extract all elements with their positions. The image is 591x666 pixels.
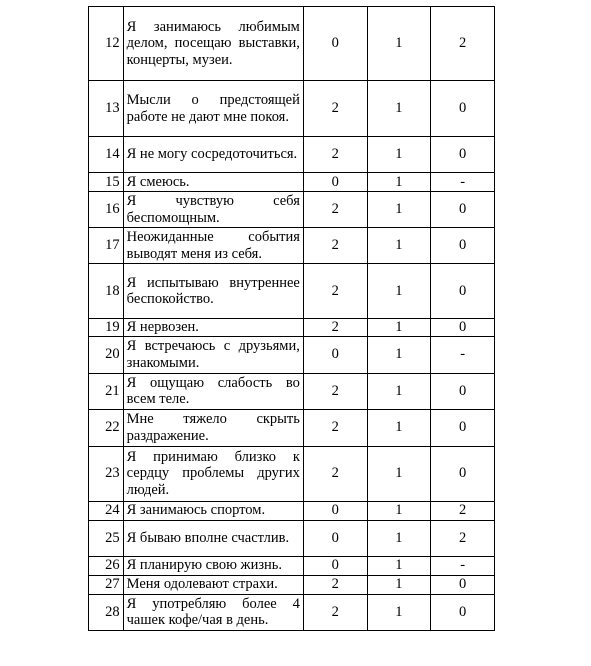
score-sometimes: 1	[367, 228, 431, 264]
table-row	[89, 409, 495, 446]
statement-text: Я не могу сосредоточиться.	[123, 137, 303, 173]
table-row	[89, 81, 495, 137]
table-row	[89, 336, 495, 373]
table-row	[89, 373, 495, 409]
score-often: 2	[303, 137, 367, 173]
item-number: 21	[89, 373, 124, 409]
statement-text: Мне тяжело скрыть раздражение.	[123, 409, 303, 446]
score-sometimes: 1	[367, 81, 431, 137]
table-row	[89, 575, 495, 594]
score-never: 2	[431, 501, 495, 520]
score-never: -	[431, 173, 495, 192]
score-sometimes: 1	[367, 7, 431, 81]
item-number: 18	[89, 264, 124, 319]
statement-text: Я занимаюсь спортом.	[123, 501, 303, 520]
score-sometimes: 1	[367, 264, 431, 319]
score-often: 0	[303, 556, 367, 575]
questionnaire-body	[89, 7, 495, 631]
statement-text: Я планирую свою жизнь.	[123, 556, 303, 575]
score-often: 2	[303, 575, 367, 594]
score-often: 2	[303, 594, 367, 630]
score-never: 0	[431, 409, 495, 446]
statement-text: Я бываю вполне счастлив.	[123, 520, 303, 556]
score-often: 2	[303, 228, 367, 264]
item-number: 25	[89, 520, 124, 556]
questionnaire-table	[88, 6, 495, 631]
score-sometimes: 1	[367, 409, 431, 446]
score-never: 0	[431, 192, 495, 228]
statement-text: Меня одолевают страхи.	[123, 575, 303, 594]
score-never: -	[431, 556, 495, 575]
item-number: 19	[89, 319, 124, 337]
score-often: 0	[303, 173, 367, 192]
score-never: 0	[431, 319, 495, 337]
table-row	[89, 137, 495, 173]
score-often: 2	[303, 409, 367, 446]
score-often: 2	[303, 319, 367, 337]
statement-text: Я занимаюсь любимым делом, посещаю выставки, концерты, музеи.	[123, 7, 303, 81]
score-sometimes: 1	[367, 446, 431, 501]
score-sometimes: 1	[367, 173, 431, 192]
table-row	[89, 192, 495, 228]
statement-text: Я употребляю более 4 чашек кофе/чая в день.	[123, 594, 303, 630]
score-never: 2	[431, 7, 495, 81]
score-sometimes: 1	[367, 575, 431, 594]
score-sometimes: 1	[367, 373, 431, 409]
table-row	[89, 7, 495, 81]
item-number: 13	[89, 81, 124, 137]
score-sometimes: 1	[367, 319, 431, 337]
item-number: 20	[89, 336, 124, 373]
table-row	[89, 594, 495, 630]
score-sometimes: 1	[367, 556, 431, 575]
item-number: 16	[89, 192, 124, 228]
score-never: 0	[431, 264, 495, 319]
item-number: 24	[89, 501, 124, 520]
score-never: 0	[431, 446, 495, 501]
statement-text: Неожиданные события выводят меня из себя.	[123, 228, 303, 264]
item-number: 26	[89, 556, 124, 575]
table-row	[89, 173, 495, 192]
score-never: 0	[431, 228, 495, 264]
score-often: 2	[303, 264, 367, 319]
table-row	[89, 501, 495, 520]
score-often: 2	[303, 373, 367, 409]
score-never: 0	[431, 575, 495, 594]
table-row	[89, 228, 495, 264]
score-often: 0	[303, 520, 367, 556]
statement-text: Я чувствую себя беспомощным.	[123, 192, 303, 228]
statement-text: Я испытываю внутреннее беспокойство.	[123, 264, 303, 319]
item-number: 23	[89, 446, 124, 501]
item-number: 17	[89, 228, 124, 264]
score-sometimes: 1	[367, 520, 431, 556]
score-often: 2	[303, 81, 367, 137]
statement-text: Я принимаю близко к сердцу проблемы других людей.	[123, 446, 303, 501]
score-never: -	[431, 336, 495, 373]
score-often: 2	[303, 446, 367, 501]
score-never: 0	[431, 137, 495, 173]
table-row	[89, 319, 495, 337]
score-sometimes: 1	[367, 594, 431, 630]
score-never: 0	[431, 81, 495, 137]
score-sometimes: 1	[367, 192, 431, 228]
table-row	[89, 446, 495, 501]
score-often: 0	[303, 336, 367, 373]
statement-text: Я встречаюсь с друзьями, знакомыми.	[123, 336, 303, 373]
statement-text: Мысли о предстоящей работе не дают мне покоя.	[123, 81, 303, 137]
item-number: 22	[89, 409, 124, 446]
score-sometimes: 1	[367, 501, 431, 520]
statement-text: Я нервозен.	[123, 319, 303, 337]
score-never: 0	[431, 373, 495, 409]
statement-text: Я ощущаю слабость во всем теле.	[123, 373, 303, 409]
item-number: 12	[89, 7, 124, 81]
table-row	[89, 520, 495, 556]
score-often: 2	[303, 192, 367, 228]
score-sometimes: 1	[367, 336, 431, 373]
score-never: 0	[431, 594, 495, 630]
item-number: 27	[89, 575, 124, 594]
table-row	[89, 264, 495, 319]
score-sometimes: 1	[367, 137, 431, 173]
item-number: 15	[89, 173, 124, 192]
item-number: 28	[89, 594, 124, 630]
score-often: 0	[303, 7, 367, 81]
table-row	[89, 556, 495, 575]
score-never: 2	[431, 520, 495, 556]
item-number: 14	[89, 137, 124, 173]
statement-text: Я смеюсь.	[123, 173, 303, 192]
score-often: 0	[303, 501, 367, 520]
